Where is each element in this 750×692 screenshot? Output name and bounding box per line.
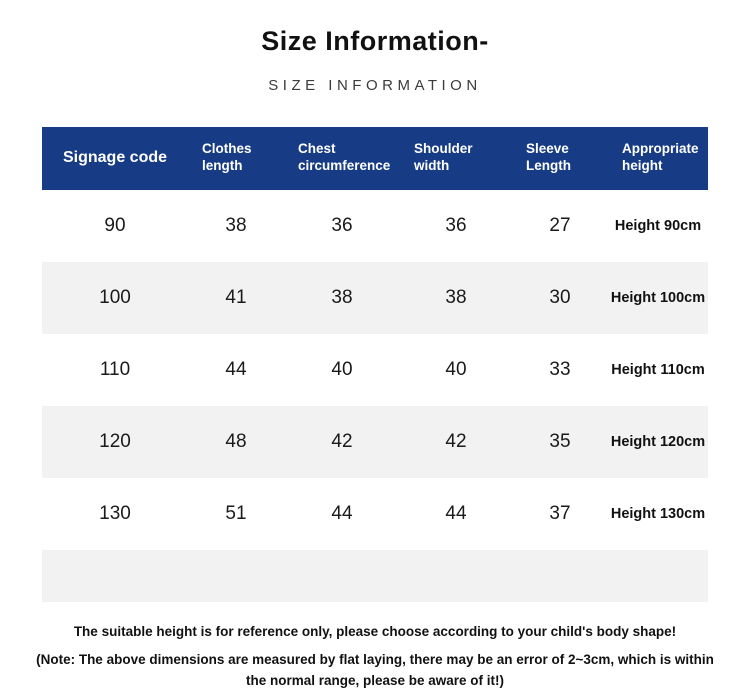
column-header-chest-circumference: [284, 127, 400, 190]
cell-sleeve-length: 33: [549, 358, 571, 380]
column-header-shoulder-width: [400, 127, 512, 190]
table-header: [42, 127, 708, 190]
cell-clothes-length: 38: [225, 214, 247, 236]
cell-appropriate-height: Height 130cm: [610, 505, 706, 522]
notes-block: [0, 622, 750, 692]
table-body: [42, 190, 708, 602]
table-row: [42, 262, 708, 334]
cell-chest-circumference: 38: [284, 262, 400, 334]
table-footer-band-cell: [42, 550, 708, 602]
table-row: [42, 406, 708, 478]
cell-clothes-length: 41: [188, 262, 284, 334]
table-header-row: [42, 127, 708, 190]
table-row: [42, 478, 708, 550]
column-header-shoulder-line2: width: [414, 157, 450, 173]
cell-signage-code: 90: [104, 214, 126, 236]
title-block: [0, 0, 750, 94]
cell-shoulder-width: 42: [400, 406, 512, 478]
column-header-shoulder-line1: Shoulder: [414, 141, 473, 156]
table-footer-band: [42, 550, 708, 602]
cell-sleeve-length: 35: [512, 406, 608, 478]
column-header-sleeve-line2: Length: [526, 157, 571, 173]
cell-signage-code: 120: [42, 406, 188, 478]
cell-sleeve-length: 27: [549, 214, 571, 236]
cell-clothes-length: 44: [225, 358, 247, 380]
cell-signage-code: 100: [42, 262, 188, 334]
page-title: Size Information-: [261, 26, 489, 56]
cell-chest-circumference: 42: [284, 406, 400, 478]
column-header-signage-code: Signage code: [42, 127, 188, 190]
column-header-clothes-length-line2: length: [202, 157, 243, 173]
page-subtitle: SIZE INFORMATION: [268, 77, 482, 94]
cell-signage-code: 130: [99, 502, 131, 524]
column-header-height-line2: height: [622, 157, 663, 173]
table-row: [42, 190, 708, 262]
column-header-chest-line2: circumference: [298, 157, 391, 173]
note-reference-height: The suitable height is for reference only, please choose according to your child's body shape!: [73, 623, 677, 639]
column-header-clothes-length: [188, 127, 284, 190]
cell-chest-circumference: 36: [331, 214, 353, 236]
note-measurement-tolerance: (Note: The above dimensions are measured by flat laying, there may be an error of 2~3cm, which is within the normal range, please be aware of it!): [36, 651, 714, 688]
cell-signage-code: 110: [99, 358, 131, 380]
cell-clothes-length: 51: [225, 502, 247, 524]
cell-chest-circumference: 44: [331, 502, 353, 524]
cell-clothes-length: 48: [188, 406, 284, 478]
column-header-clothes-length-line1: Clothes: [202, 141, 252, 156]
cell-shoulder-width: 36: [445, 214, 467, 236]
table-row: [42, 334, 708, 406]
cell-appropriate-height: Height 120cm: [608, 406, 708, 478]
size-table: [42, 127, 708, 602]
cell-appropriate-height: Height 90cm: [614, 217, 702, 234]
cell-sleeve-length: 30: [512, 262, 608, 334]
cell-shoulder-width: 38: [400, 262, 512, 334]
column-header-sleeve-line1: Sleeve: [526, 141, 569, 156]
column-header-height-line1: Appropriate: [622, 141, 699, 156]
cell-sleeve-length: 37: [549, 502, 571, 524]
cell-shoulder-width: 44: [445, 502, 467, 524]
column-header-chest-line1: Chest: [298, 141, 336, 156]
size-table-wrapper: [42, 127, 708, 602]
cell-appropriate-height: Height 100cm: [608, 262, 708, 334]
column-header-appropriate-height: [608, 127, 708, 190]
column-header-sleeve-length: [512, 127, 608, 190]
cell-appropriate-height: Height 110cm: [611, 361, 705, 378]
cell-chest-circumference: 40: [331, 358, 353, 380]
cell-shoulder-width: 40: [445, 358, 467, 380]
